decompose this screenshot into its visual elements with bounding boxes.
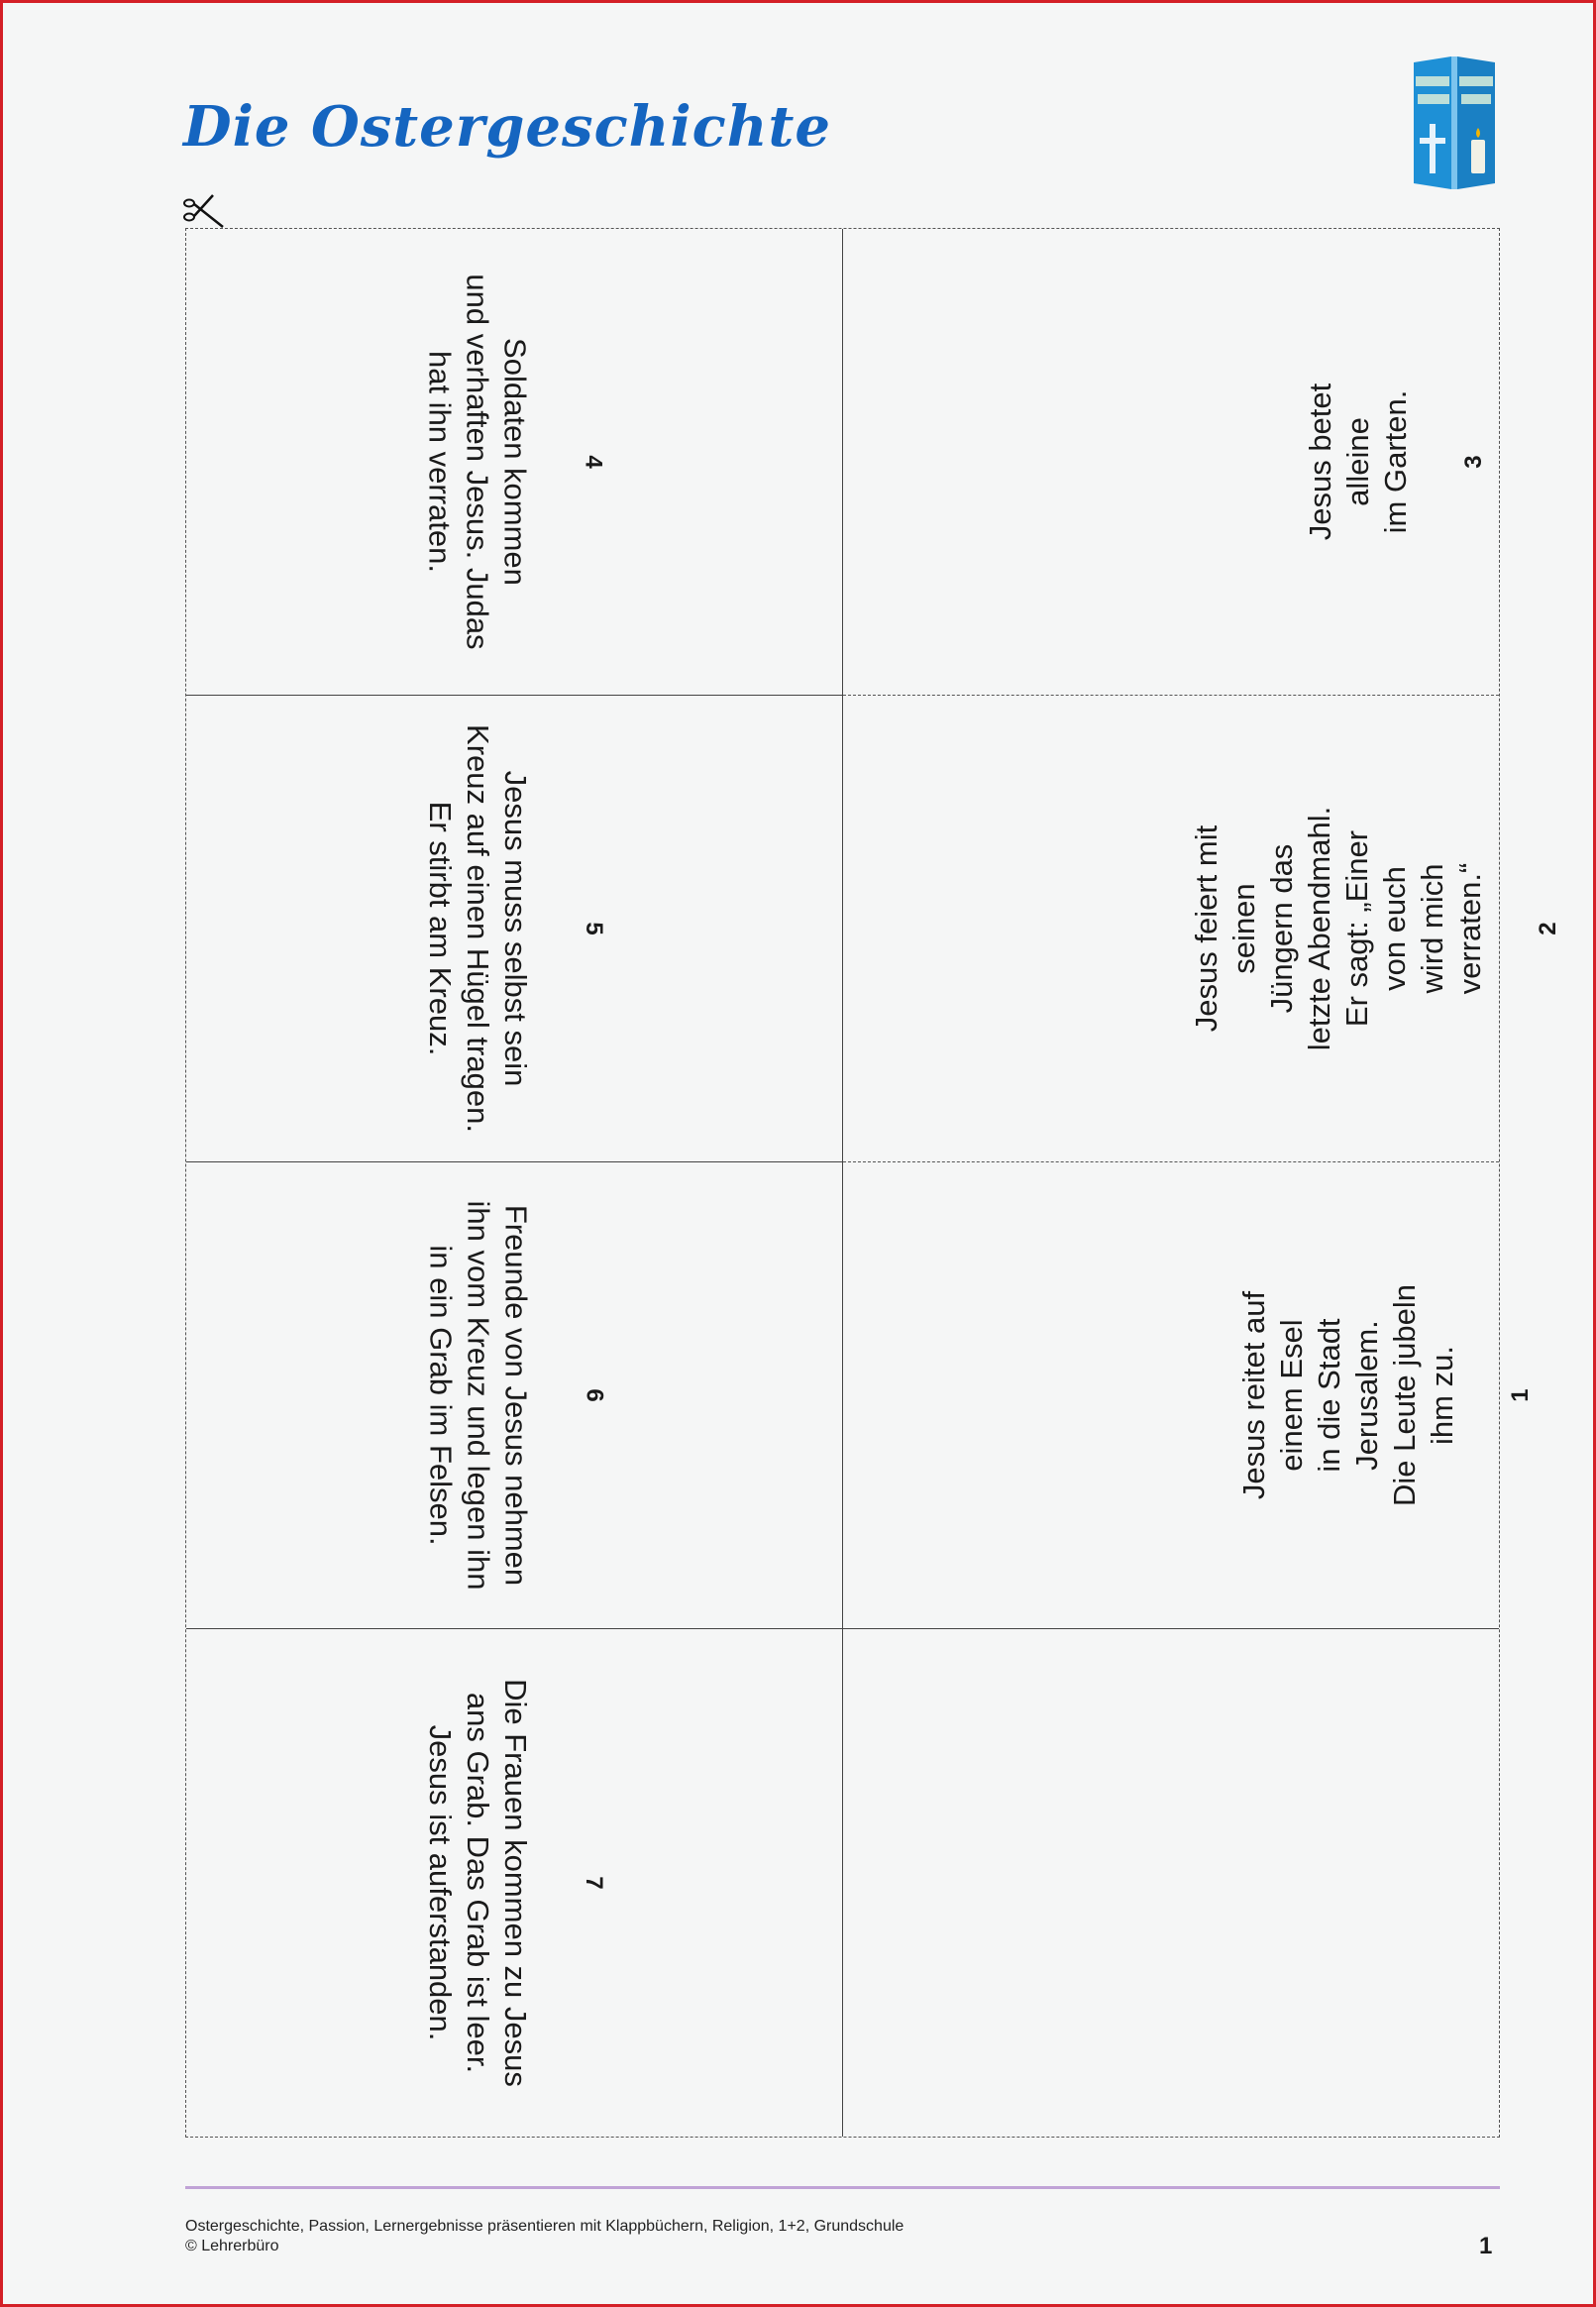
story-card-7 xyxy=(186,1628,842,2137)
card-number: 6 xyxy=(580,1387,607,1402)
card-number: 3 xyxy=(1460,455,1487,469)
story-card-3 xyxy=(843,229,1499,695)
scissors-icon xyxy=(181,191,231,231)
footer-divider xyxy=(185,2186,1500,2189)
card-text: Die Frauen kommen zu Jesus ans Grab. Das Grab ist leer. Jesus ist auferstanden. xyxy=(423,1678,533,2087)
card-text: Jesus reitet auf einem Esel in die Stadt Jerusalem. Die Leute jubeln ihm zu. xyxy=(1236,1283,1459,1506)
card-text: Soldaten kommen und verhaften Jesus. Judas hat ihn verraten. xyxy=(422,274,533,650)
story-card-5 xyxy=(186,695,842,1161)
footer-line-1: Ostergeschichte, Passion, Lernergebnisse präsentieren mit Klappbüchern, Religion, 1+2, Grundschule xyxy=(185,2218,904,2235)
card-number: 5 xyxy=(580,921,607,935)
page-title: Die Ostergeschichte xyxy=(183,94,831,160)
fold-card-grid xyxy=(185,228,1561,2138)
card-number: 1 xyxy=(1507,1387,1534,1402)
card-number: 7 xyxy=(581,1875,607,1890)
footer-line-2: © Lehrerbüro xyxy=(185,2238,279,2254)
card-text: Jesus muss selbst sein Kreuz auf einen Hügel tragen. Er stirbt am Kreuz. xyxy=(422,723,533,1133)
card-text: Freunde von Jesus nehmen ihn vom Kreuz und legen ihn in ein Grab im Felsen. xyxy=(422,1200,533,1590)
footer-credits xyxy=(185,2217,904,2256)
story-card-2 xyxy=(843,695,1561,1161)
card-text: Jesus feiert mit seinen Jüngern das letzte Abendmahl. Er sagt: „Einer von euch wird mich verraten.“ xyxy=(1189,806,1487,1050)
story-card-6 xyxy=(186,1161,842,1628)
card-number: 2 xyxy=(1535,921,1561,935)
story-card-4 xyxy=(186,229,842,695)
card-text: Jesus betet alleine im Garten. xyxy=(1303,383,1413,541)
page-number: 1 xyxy=(1479,2233,1493,2259)
card-number: 4 xyxy=(580,455,607,469)
fold-book-cross-candle-icon xyxy=(1408,55,1501,193)
story-card-1 xyxy=(843,1161,1534,1628)
